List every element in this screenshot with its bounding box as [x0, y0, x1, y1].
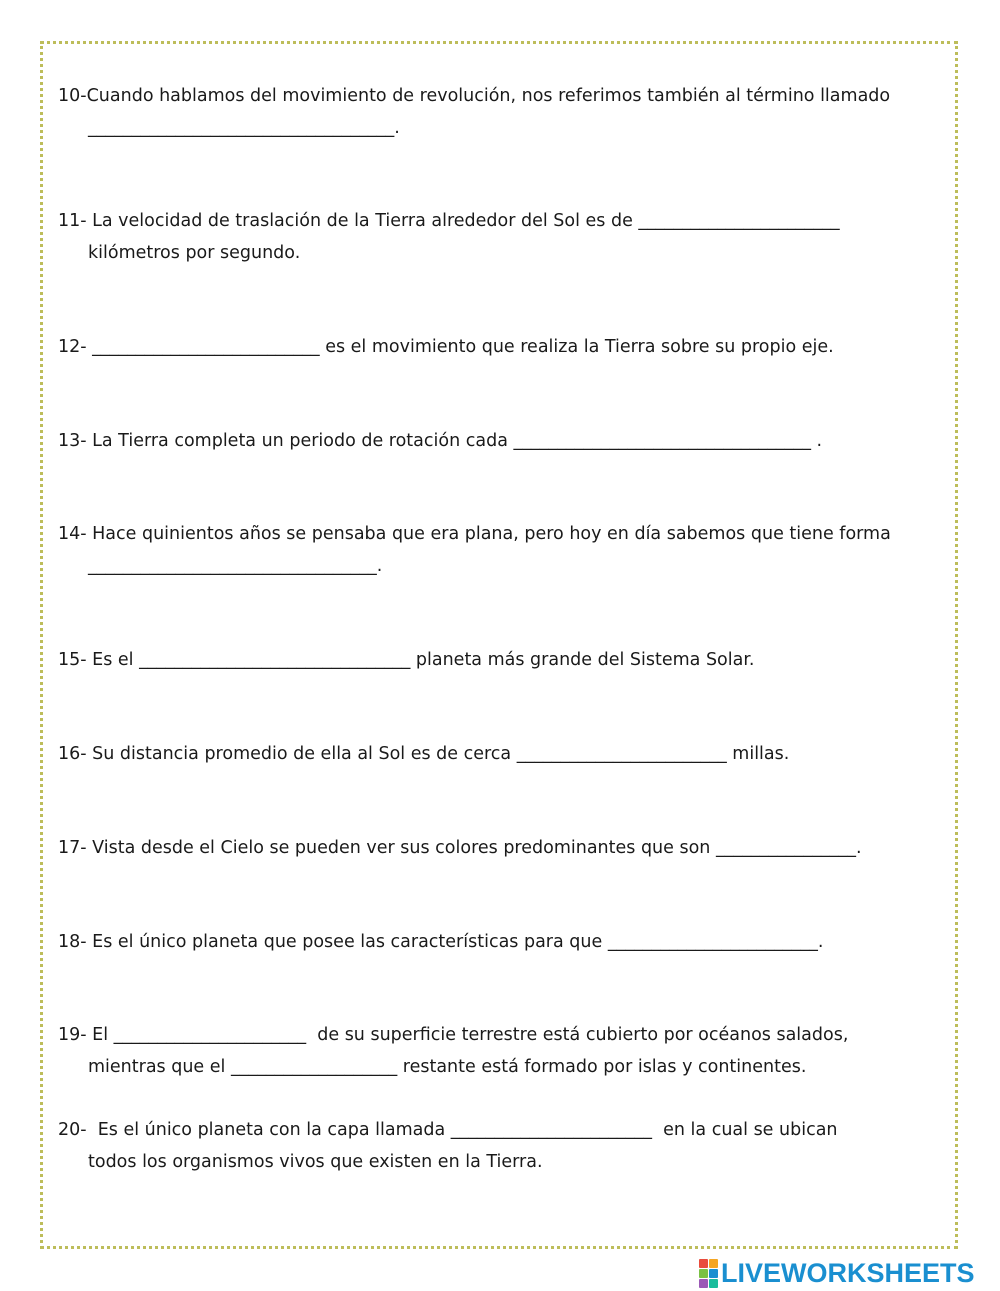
liveworksheets-wordmark: LIVEWORKSHEETS: [721, 1257, 975, 1288]
question-18-line-1[interactable]: 18- Es el único planeta que posee las características para que ________________________.: [58, 932, 824, 952]
question-13-line-1[interactable]: 13- La Tierra completa un periodo de rotación cada __________________________________ .: [58, 431, 823, 451]
question-14-line-2[interactable]: _________________________________.: [88, 556, 383, 576]
question-11-line-1[interactable]: 11- La velocidad de traslación de la Tierra alrededor del Sol es de _______________________: [58, 211, 840, 231]
question-19-line-2[interactable]: mientras que el ___________________ restante está formado por islas y continentes.: [88, 1057, 807, 1077]
question-10-line-1: 10-Cuando hablamos del movimiento de revolución, nos referimos también al término llamado: [58, 86, 891, 106]
question-14-line-1: 14- Hace quinientos años se pensaba que era plana, pero hoy en día sabemos que tiene forma: [58, 524, 891, 544]
question-11-line-2: kilómetros por segundo.: [88, 243, 301, 263]
question-10-line-2[interactable]: ___________________________________.: [88, 118, 400, 138]
question-19-line-1[interactable]: 19- El ______________________ de su superficie terrestre está cubierto por océanos salados,: [58, 1025, 849, 1045]
liveworksheets-logo-icon: [699, 1259, 718, 1288]
question-20-line-2: todos los organismos vivos que existen en la Tierra.: [88, 1152, 543, 1172]
question-20-line-1[interactable]: 20- Es el único planeta con la capa llamada _______________________ en la cual se ubican: [58, 1120, 838, 1140]
question-15-line-1[interactable]: 15- Es el _______________________________ planeta más grande del Sistema Solar.: [58, 650, 755, 670]
question-16-line-1[interactable]: 16- Su distancia promedio de ella al Sol es de cerca ________________________ millas.: [58, 744, 790, 764]
question-12-line-1[interactable]: 12- __________________________ es el movimiento que realiza la Tierra sobre su propio eje.: [58, 337, 834, 357]
question-17-line-1[interactable]: 17- Vista desde el Cielo se pueden ver sus colores predominantes que son ________________.: [58, 838, 862, 858]
liveworksheets-brand: [699, 1259, 975, 1287]
